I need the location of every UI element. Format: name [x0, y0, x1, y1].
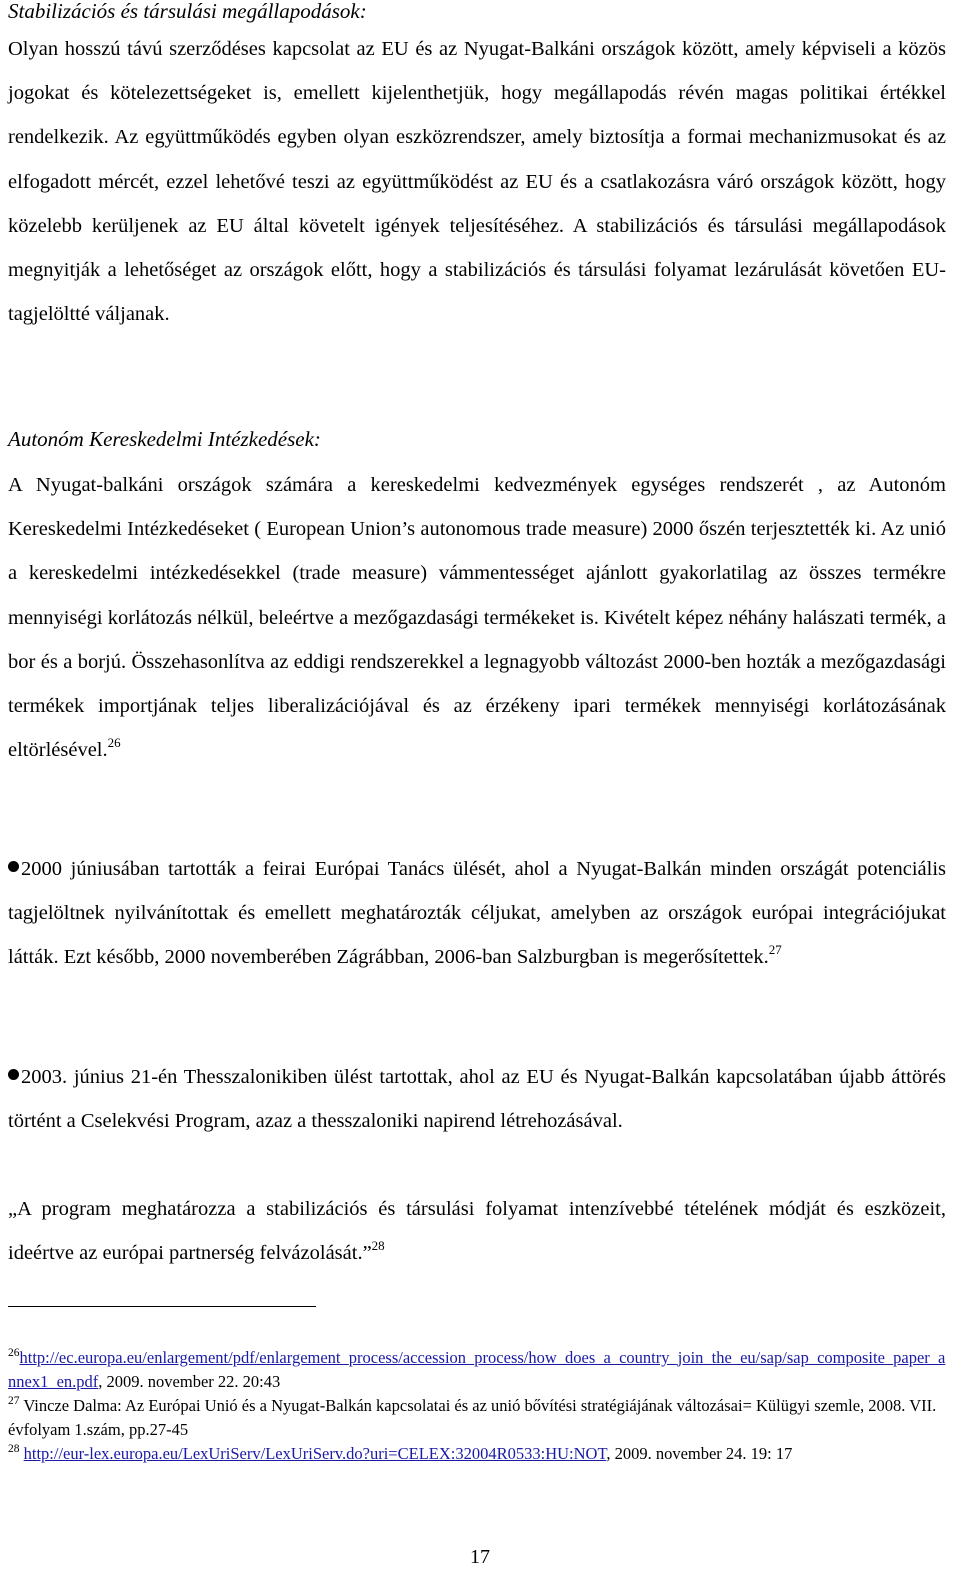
- footnotes: [8, 1346, 946, 1466]
- paragraph-stabilizacios: [8, 27, 946, 336]
- footnote-ref-27[interactable]: 27: [768, 942, 782, 958]
- footnote-link[interactable]: http://ec.europa.eu/enlargement/pdf/enlargement_process/accession_process/how_does_a_country_join_the_eu/sap/sap_composite_paper_annex1_en.pdf: [8, 1348, 946, 1391]
- section-heading-stabilizacios: Stabilizációs és társulási megállapodások:: [8, 0, 367, 23]
- footnote-ref-26[interactable]: 26: [107, 735, 121, 751]
- footnote-26: [8, 1346, 946, 1394]
- bullet-text: 2000 júniusában tartották a feirai Európai Tanács ülését, ahol a Nyugat-Balkán minden országát potenciális tagjelöltnek nyilvánítottak és emellett meghatározták céljukat, amelyben az országok európai integrációjukat látták. Ezt később, 2000 novemberében Zágrábban, 2006-ban Salzburgban is megerősítettek.: [8, 858, 946, 969]
- bullet-icon: [8, 1066, 21, 1088]
- footnote-28: [8, 1442, 946, 1466]
- quote-paragraph: [8, 1188, 946, 1275]
- footnote-number: 26: [8, 1347, 20, 1359]
- footnote-number: 27: [8, 1395, 20, 1407]
- footnote-date: , 2009. november 24. 19: 17: [606, 1444, 793, 1463]
- bullet-item-thesszaloniki: [8, 1056, 946, 1143]
- footnote-separator: [8, 1306, 316, 1307]
- bullet-text: 2003. június 21-én Thesszalonikiben ülést tartottak, ahol az EU és Nyugat-Balkán kapcsolatában újabb áttörés történt a Cselekvési Program, azaz a thesszaloniki napirend létrehozásával.: [8, 1066, 946, 1132]
- footnote-number: 28: [8, 1443, 20, 1455]
- quote-text: „A program meghatározza a stabilizációs és társulási folyamat intenzívebbé tételének módját és eszközeit, ideértve az európai partnerség felvázolását.”: [8, 1198, 946, 1264]
- footnote-link[interactable]: http://eur-lex.europa.eu/LexUriServ/LexUriServ.do?uri=CELEX:32004R0533:HU:NOT: [23, 1444, 607, 1463]
- footnote-ref-28[interactable]: 28: [371, 1237, 385, 1253]
- section-heading-autonom: Autonóm Kereskedelmi Intézkedések:: [8, 427, 321, 451]
- footnote-text: Vincze Dalma: Az Európai Unió és a Nyugat-Balkán kapcsolatai és az unió bővítési stratégiájának változásai= Külügyi szemle, 2008. VII. évfolyam 1.szám, pp.27-45: [8, 1396, 937, 1439]
- bullet-item-feira: [8, 847, 946, 980]
- bullet-icon: [8, 858, 21, 880]
- page-number: 17: [470, 1546, 490, 1568]
- footnote-date: , 2009. november 22. 20:43: [98, 1372, 281, 1391]
- paragraph-autonom: [8, 463, 946, 772]
- paragraph-text: Olyan hosszú távú szerződéses kapcsolat az EU és az Nyugat-Balkáni országok között, amely képviseli a közös jogokat és kötelezettségeket is, emellett kijelenthetjük, hogy megállapodás révén magas politikai értékkel rendelkezik. Az együttműködés egyben olyan eszközrendszer, amely biztosítja a formai mechanizmusokat és az elfogadott mércét, ezzel lehetővé teszi az együttműködést az EU és a csatlakozásra váró országok között, hogy közelebb kerüljenek az EU által követelt igények teljesítéséhez. A stabilizációs és társulási megállapodások megnyitják a lehetőséget az országok előtt, hogy a stabilizációs és társulási folyamat lezárulását követően EU-tagjelöltté váljanak.: [8, 38, 946, 326]
- footnote-27: [8, 1394, 946, 1442]
- paragraph-text: A Nyugat-balkáni országok számára a kereskedelmi kedvezmények egységes rendszerét , az Autonóm Kereskedelmi Intézkedéseket ( European Union’s autonomous trade measure) 2000 őszén terjesztették ki. Az unió a kereskedelmi intézkedésekkel (trade measure) vámmentességet ajánlott gyakorlatilag az összes termékre mennyiségi korlátozás nélkül, beleértve a mezőgazdasági termékeket is. Kivételt képez néhány halászati termék, a bor és a borjú. Összehasonlítva az eddigi rendszerekkel a legnagyobb változást 2000-ben hozták a mezőgazdasági termékek importjának teljes liberalizációjával és az érzékeny ipari termékek mennyiségi korlátozásának eltörlésével.: [8, 474, 946, 762]
